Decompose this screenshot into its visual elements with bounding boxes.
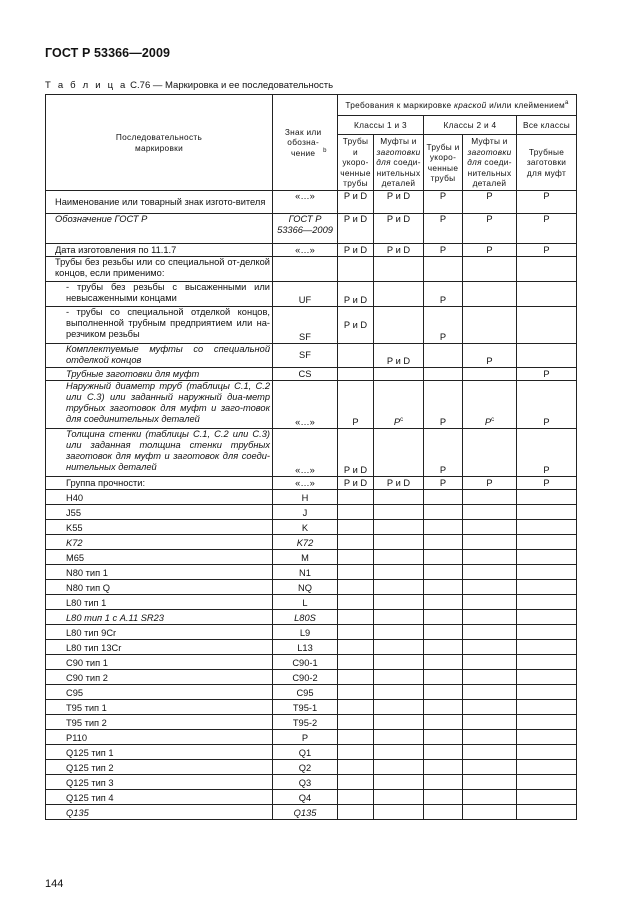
grade-row	[46, 520, 577, 535]
cell-c5: Р	[517, 381, 577, 429]
cell-c2: Р и D	[374, 214, 424, 244]
grade-sign: P	[273, 730, 338, 745]
row-label: Трубные заготовки для муфт	[46, 368, 273, 381]
grade-label: N80 тип 1	[46, 565, 273, 580]
grade-row	[46, 730, 577, 745]
cell-c2: Р и D	[374, 344, 424, 368]
grade-sign: Q1	[273, 745, 338, 760]
cell-c3: Р	[424, 477, 463, 490]
cell-c5: Р	[517, 214, 577, 244]
grade-sign: L13	[273, 640, 338, 655]
row-sign: «…»	[273, 244, 338, 257]
cell-c4: Р	[463, 344, 517, 368]
grade-row	[46, 625, 577, 640]
grade-label: K72	[46, 535, 273, 550]
grade-label: K55	[46, 520, 273, 535]
header-sequence: Последовательность маркировки	[46, 95, 273, 191]
row-sign: SF	[273, 344, 338, 368]
page-number: 144	[45, 878, 64, 890]
row-sign: SF	[273, 307, 338, 344]
cell-c1: Р и D	[338, 214, 374, 244]
grade-row	[46, 760, 577, 775]
cell-c1: Р и D	[338, 429, 374, 477]
table-caption	[45, 80, 333, 91]
cell-c2: Р и D	[374, 477, 424, 490]
cell-c3: Р	[424, 381, 463, 429]
cell-c3: Р	[424, 307, 463, 344]
grade-sign: L80S	[273, 610, 338, 625]
grade-sign: H	[273, 490, 338, 505]
grade-row	[46, 580, 577, 595]
grade-sign: T95-1	[273, 700, 338, 715]
grade-label: H40	[46, 490, 273, 505]
cell-c5: Р	[517, 191, 577, 214]
cell-c2: Р и D	[374, 191, 424, 214]
cell-c1: Р	[338, 381, 374, 429]
grade-sign: C95	[273, 685, 338, 700]
header-pipes-1: Трубы и укоро-ченные трубы	[338, 135, 374, 191]
grade-label: M65	[46, 550, 273, 565]
row-label: Обозначение ГОСТ Р	[46, 214, 273, 244]
grade-sign: Q3	[273, 775, 338, 790]
row-label: Наименование или товарный знак изгото-вителя	[46, 191, 273, 214]
grade-row	[46, 790, 577, 805]
cell-c3: Р	[424, 429, 463, 477]
table-row	[46, 191, 577, 214]
cell-c1: Р и D	[338, 282, 374, 307]
grade-sign: C90-2	[273, 670, 338, 685]
grade-label: Q135	[46, 805, 273, 820]
row-label: Дата изготовления по 11.1.7	[46, 244, 273, 257]
grade-row	[46, 595, 577, 610]
row-sign: «…»	[273, 191, 338, 214]
table-row	[46, 307, 577, 344]
grade-sign: M	[273, 550, 338, 565]
grade-sign: L	[273, 595, 338, 610]
cell-c5: Р	[517, 477, 577, 490]
table-row	[46, 477, 577, 490]
cell-c3: Р	[424, 214, 463, 244]
grade-sign: Q4	[273, 790, 338, 805]
grade-row	[46, 565, 577, 580]
cell-c1: Р и D	[338, 191, 374, 214]
header-pipes-2: Трубы и укоро-ченные трубы	[424, 135, 463, 191]
header-coupling-blanks: Трубные заготовки для муфт	[517, 135, 577, 191]
table-row	[46, 381, 577, 429]
row-label: Комплектуемые муфты со специальной отделкой концов	[46, 344, 273, 368]
grade-sign: Q2	[273, 760, 338, 775]
marking-table	[45, 94, 577, 820]
grade-label: L80 тип 9Cr	[46, 625, 273, 640]
header-requirements: Требования к маркировке краской и/или клеймением$^a$	[338, 95, 577, 116]
grade-label: T95 тип 1	[46, 700, 273, 715]
table-row	[46, 282, 577, 307]
grade-sign: T95-2	[273, 715, 338, 730]
grade-label: J55	[46, 505, 273, 520]
table-row	[46, 257, 577, 282]
cell-c2: Р и D	[374, 244, 424, 257]
row-sign: «…»	[273, 477, 338, 490]
document-title: ГОСТ Р 53366—2009	[45, 46, 171, 60]
caption-text: С.76 — Маркировка и ее последовательность	[127, 80, 334, 91]
grade-row	[46, 700, 577, 715]
header-all-classes: Все классы	[517, 116, 577, 135]
grade-sign: J	[273, 505, 338, 520]
header-couplings-1: Муфты и заготовки для соеди-нительных деталей	[374, 135, 424, 191]
grade-label: C95	[46, 685, 273, 700]
cell-c4: Р	[463, 244, 517, 257]
grade-sign: K72	[273, 535, 338, 550]
grade-row	[46, 655, 577, 670]
row-label: - трубы без резьбы с высаженными или невысаженными концами	[46, 282, 273, 307]
header-class-2-4: Классы 2 и 4	[424, 116, 517, 135]
cell-c3: Р	[424, 244, 463, 257]
header-class-1-3: Классы 1 и 3	[338, 116, 424, 135]
row-sign: «…»	[273, 381, 338, 429]
row-label: Толщина стенки (таблицы С.1, С.2 или С.3) или заданная толщина стенки трубных заготовок для муфт и заготовок для соеди-нительных деталей	[46, 429, 273, 477]
grade-label: Q125 тип 4	[46, 790, 273, 805]
grade-row	[46, 535, 577, 550]
row-sign: «…»	[273, 429, 338, 477]
table-row	[46, 368, 577, 381]
cell-c5: Р	[517, 244, 577, 257]
grade-sign: Q135	[273, 805, 338, 820]
row-label: Наружный диаметр труб (таблицы С.1, С.2 или С.3) или заданный наружный диа-метр трубных заготовок для муфт и заго-товок для соединительных деталей	[46, 381, 273, 429]
row-label: Группа прочности:	[46, 477, 273, 490]
grade-sign: NQ	[273, 580, 338, 595]
grade-row	[46, 775, 577, 790]
grade-row	[46, 745, 577, 760]
header-couplings-2: Муфты и заготовки для соеди-нительных деталей	[463, 135, 517, 191]
cell-c3: Р	[424, 191, 463, 214]
cell-c4: Р	[463, 191, 517, 214]
grade-label: P110	[46, 730, 273, 745]
caption-prefix: Т а б л и ц а	[45, 80, 128, 91]
grade-sign: C90-1	[273, 655, 338, 670]
grade-label: C90 тип 1	[46, 655, 273, 670]
cell-c3: Р	[424, 282, 463, 307]
row-sign: CS	[273, 368, 338, 381]
table-row	[46, 214, 577, 244]
grade-label: Q125 тип 1	[46, 745, 273, 760]
row-sign: ГОСТ Р 53366—2009	[273, 214, 338, 244]
cell-c4: $Р^c$	[463, 381, 517, 429]
cell-c4: Р	[463, 214, 517, 244]
grades-body	[46, 490, 577, 820]
grade-sign: N1	[273, 565, 338, 580]
row-sign: UF	[273, 282, 338, 307]
grade-label: L80 тип 1 с A.11 SR23	[46, 610, 273, 625]
grade-row	[46, 670, 577, 685]
cell-c1: Р и D	[338, 307, 374, 344]
table-row	[46, 244, 577, 257]
grade-label: Q125 тип 2	[46, 760, 273, 775]
grade-sign: K	[273, 520, 338, 535]
grade-row	[46, 640, 577, 655]
grade-row	[46, 610, 577, 625]
grade-label: T95 тип 2	[46, 715, 273, 730]
grade-label: Q125 тип 3	[46, 775, 273, 790]
grade-row	[46, 505, 577, 520]
cell-c5: Р	[517, 368, 577, 381]
table-row	[46, 429, 577, 477]
cell-c1: Р и D	[338, 477, 374, 490]
grade-row	[46, 805, 577, 820]
cell-c4: Р	[463, 477, 517, 490]
grade-row	[46, 715, 577, 730]
row-label: - трубы со специальной отделкой концов, выполненной трубным предприятием или на-резчиком резьбы	[46, 307, 273, 344]
grade-label: L80 тип 13Cr	[46, 640, 273, 655]
grade-sign: L9	[273, 625, 338, 640]
table-row	[46, 344, 577, 368]
header-sign: Знак или обозна-чение $^b$	[273, 95, 338, 191]
row-label: Трубы без резьбы или со специальной от-делкой концов, если применимо:	[46, 257, 273, 282]
grade-row	[46, 490, 577, 505]
grade-row	[46, 685, 577, 700]
cell-c1: Р и D	[338, 244, 374, 257]
cell-c5: Р	[517, 429, 577, 477]
grade-row	[46, 550, 577, 565]
grade-label: L80 тип 1	[46, 595, 273, 610]
cell-c2: $Р^c$	[374, 381, 424, 429]
grade-label: N80 тип Q	[46, 580, 273, 595]
grade-label: C90 тип 2	[46, 670, 273, 685]
